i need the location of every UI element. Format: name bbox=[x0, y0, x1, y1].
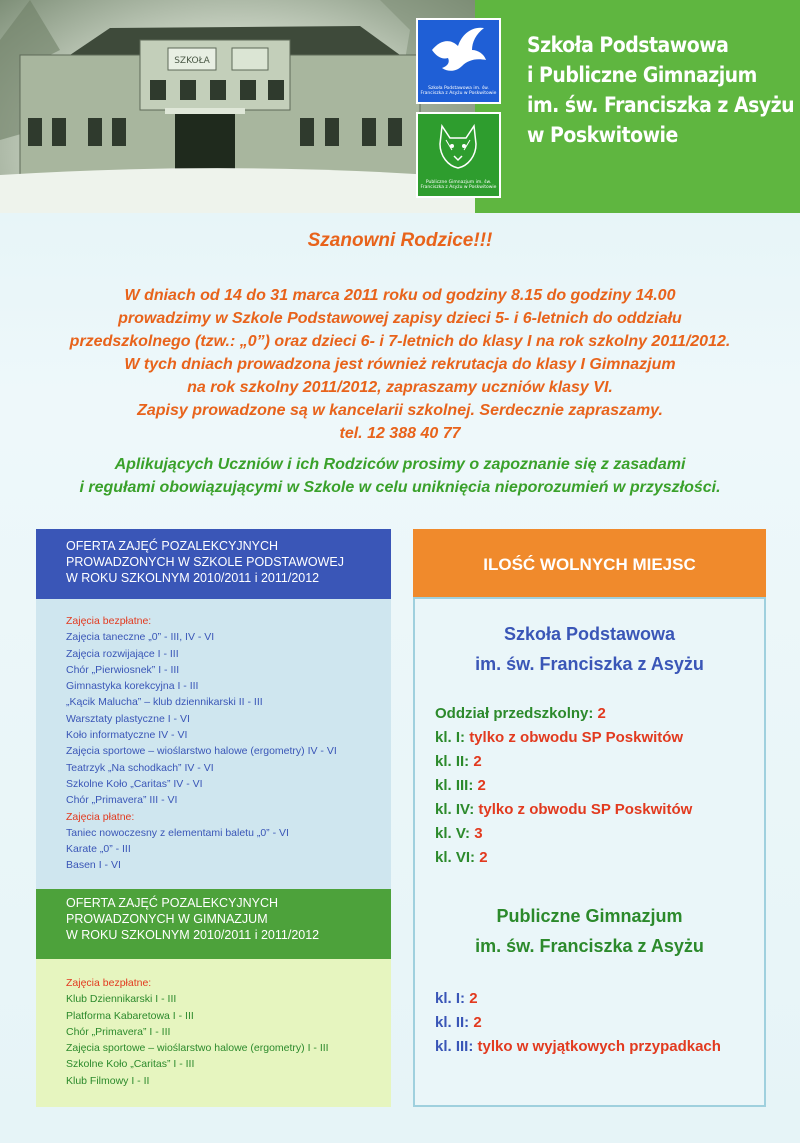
list-item: Taniec nowoczesny z elementami baletu „0” - VI bbox=[66, 826, 289, 839]
places-value: tylko z obwodu SP Poskwitów bbox=[478, 801, 693, 818]
list-item: Gimnastyka korekcyjna I - III bbox=[66, 680, 199, 693]
list-item: Klub Filmowy I - II bbox=[66, 1074, 150, 1087]
list-item: Warsztaty plastyczne I - VI bbox=[66, 712, 190, 725]
announcement-text bbox=[30, 284, 770, 445]
places-row bbox=[435, 774, 692, 798]
list-item: Zajęcia taneczne „0” - III, IV - VI bbox=[66, 631, 215, 644]
announcement-line: przedszkolnego (tzw.: „0”) oraz dzieci 6- i 7-letnich do klasy I na rok szkolny 2011/2012. bbox=[69, 333, 731, 350]
primary-school-logo bbox=[416, 18, 501, 104]
free-places-header: ILOŚĆ WOLNYCH MIEJSC bbox=[413, 529, 766, 597]
gymnasium-logo-text: Publiczne Gimnazjum im. św. Franciszka z Asyżu w Poskwitowie bbox=[420, 180, 497, 190]
phone-number: tel. 12 388 40 77 bbox=[339, 425, 461, 442]
offer-header-line: OFERTA ZAJĘĆ POZALEKCYJNYCH bbox=[66, 896, 279, 910]
list-item: Platforma Kabaretowa I - III bbox=[66, 1009, 194, 1022]
list-item: Klub Dziennikarski I - III bbox=[66, 993, 177, 1006]
school-title bbox=[527, 30, 794, 150]
list-item: Teatrzyk „Na schodkach” IV - VI bbox=[66, 761, 214, 774]
places-value: 2 bbox=[473, 1014, 482, 1031]
primary-school-name bbox=[415, 619, 764, 679]
gymnasium-activities-list bbox=[66, 975, 329, 1089]
list-item: Karate „0” - III bbox=[66, 843, 131, 856]
primary-school-offer-header bbox=[36, 529, 391, 599]
announcement-line: Zapisy prowadzone są w kancelarii szkolnej. Serdecznie zapraszamy. bbox=[137, 402, 663, 419]
list-item: Zajęcia sportowe – wioślarstwo halowe (ergometry) IV - VI bbox=[66, 745, 337, 758]
school-title-line: i Publiczne Gimnazjum bbox=[527, 63, 757, 87]
places-label: kl. I: bbox=[435, 729, 470, 746]
places-value: 2 bbox=[597, 705, 606, 722]
school-building-illustration bbox=[0, 0, 475, 213]
wolf-icon bbox=[418, 114, 499, 174]
places-value: tylko w wyjątkowych przypadkach bbox=[477, 1038, 721, 1055]
places-row bbox=[435, 702, 692, 726]
school-title-line: Szkoła Podstawowa bbox=[527, 33, 729, 57]
school-name-line: im. św. Franciszka z Asyżu bbox=[475, 654, 704, 674]
building-sign: SZKOŁA bbox=[174, 56, 210, 66]
places-row bbox=[435, 1011, 721, 1035]
announcement-line: na rok szkolny 2011/2012, zapraszamy uczniów klasy VI. bbox=[187, 379, 613, 396]
places-label: kl. II: bbox=[435, 1014, 474, 1031]
places-label: Oddział przedszkolny: bbox=[435, 705, 598, 722]
places-value: 2 bbox=[477, 777, 486, 794]
rules-notice bbox=[30, 453, 770, 499]
rules-notice-line: i regułami obowiązującymi w Szkole w celu uniknięcia nieporozumień w przyszłości. bbox=[79, 479, 721, 496]
list-item: Zajęcia rozwijające I - III bbox=[66, 647, 179, 660]
primary-school-places-list bbox=[435, 702, 692, 870]
dove-icon bbox=[418, 20, 499, 80]
offer-header-line: PROWADZONYCH W SZKOLE PODSTAWOWEJ bbox=[66, 555, 345, 569]
announcement-line: prowadzimy w Szkole Podstawowej zapisy dzieci 5- i 6-letnich do oddziału bbox=[118, 310, 682, 327]
announcement-line: W dniach od 14 do 31 marca 2011 roku od godziny 8.15 do godziny 14.00 bbox=[124, 287, 676, 304]
places-value: 3 bbox=[474, 825, 483, 842]
list-item: Chór „Primavera” I - III bbox=[66, 1025, 171, 1038]
places-label: kl. IV: bbox=[435, 801, 479, 818]
places-row bbox=[435, 822, 692, 846]
places-row bbox=[435, 1035, 721, 1059]
school-title-line: im. św. Franciszka z Asyżu bbox=[527, 93, 795, 117]
list-item: Szkolne Koło „Caritas” IV - VI bbox=[66, 777, 203, 790]
list-item: Chór „Pierwiosnek” I - III bbox=[66, 663, 180, 676]
list-item: „Kącik Malucha” – klub dziennikarski II - III bbox=[66, 696, 263, 709]
list-item: Chór „Primavera” III - VI bbox=[66, 794, 178, 807]
gymnasium-logo bbox=[416, 112, 501, 198]
paid-activities-label: Zajęcia płatne: bbox=[66, 810, 135, 823]
places-value: 2 bbox=[473, 753, 482, 770]
places-label: kl. III: bbox=[435, 777, 478, 794]
primary-school-logo-text: Szkoła Podstawowa im. św. Franciszka z Asyżu w Poskwitowie bbox=[420, 86, 497, 96]
free-activities-label: Zajęcia bezpłatne: bbox=[66, 977, 152, 989]
places-value: tylko z obwodu SP Poskwitów bbox=[469, 729, 684, 746]
header-banner bbox=[0, 0, 800, 213]
free-activities-label: Zajęcia bezpłatne: bbox=[66, 615, 152, 627]
rules-notice-line: Aplikujących Uczniów i ich Rodziców prosimy o zapoznanie się z zasadami bbox=[114, 456, 686, 473]
places-label: kl. VI: bbox=[435, 849, 480, 866]
greeting: Szanowni Rodzice!!! bbox=[307, 230, 493, 251]
gymnasium-name bbox=[415, 901, 764, 961]
offer-header-line: W ROKU SZKOLNYM 2010/2011 i 2011/2012 bbox=[66, 571, 320, 585]
school-building-photo bbox=[0, 0, 475, 213]
list-item: Zajęcia sportowe – wioślarstwo halowe (ergometry) I - III bbox=[66, 1042, 329, 1055]
places-row bbox=[435, 726, 692, 750]
list-item: Basen I - VI bbox=[66, 859, 121, 872]
school-name-line: Szkoła Podstawowa bbox=[503, 624, 676, 644]
offer-header-line: OFERTA ZAJĘĆ POZALEKCYJNYCH bbox=[66, 539, 279, 553]
gymnasium-offer-panel bbox=[36, 889, 391, 1107]
places-row bbox=[435, 987, 721, 1011]
primary-school-offer-panel bbox=[36, 529, 391, 889]
offer-header-line: W ROKU SZKOLNYM 2010/2011 i 2011/2012 bbox=[66, 928, 320, 942]
announcement-line: W tych dniach prowadzona jest również rekrutacja do klasy I Gimnazjum bbox=[124, 356, 676, 373]
gymnasium-places-list bbox=[435, 987, 721, 1059]
offer-header-line: PROWADZONYCH W GIMNAZJUM bbox=[66, 912, 268, 926]
places-row bbox=[435, 846, 692, 870]
list-item: Szkolne Koło „Caritas” I - III bbox=[66, 1058, 195, 1071]
places-value: 2 bbox=[469, 990, 478, 1007]
places-row bbox=[435, 798, 692, 822]
places-label: kl. V: bbox=[435, 825, 475, 842]
school-name-line: im. św. Franciszka z Asyżu bbox=[475, 936, 704, 956]
places-label: kl. II: bbox=[435, 753, 474, 770]
places-label: kl. I: bbox=[435, 990, 470, 1007]
places-label: kl. III: bbox=[435, 1038, 478, 1055]
places-value: 2 bbox=[479, 849, 488, 866]
school-name-line: Publiczne Gimnazjum bbox=[496, 906, 683, 926]
primary-school-activities-list bbox=[66, 613, 337, 874]
list-item: Koło informatyczne IV - VI bbox=[66, 729, 188, 742]
school-title-line: w Poskwitowie bbox=[527, 123, 678, 147]
free-places-panel bbox=[413, 597, 766, 1107]
places-row bbox=[435, 750, 692, 774]
gymnasium-offer-header bbox=[36, 889, 391, 959]
